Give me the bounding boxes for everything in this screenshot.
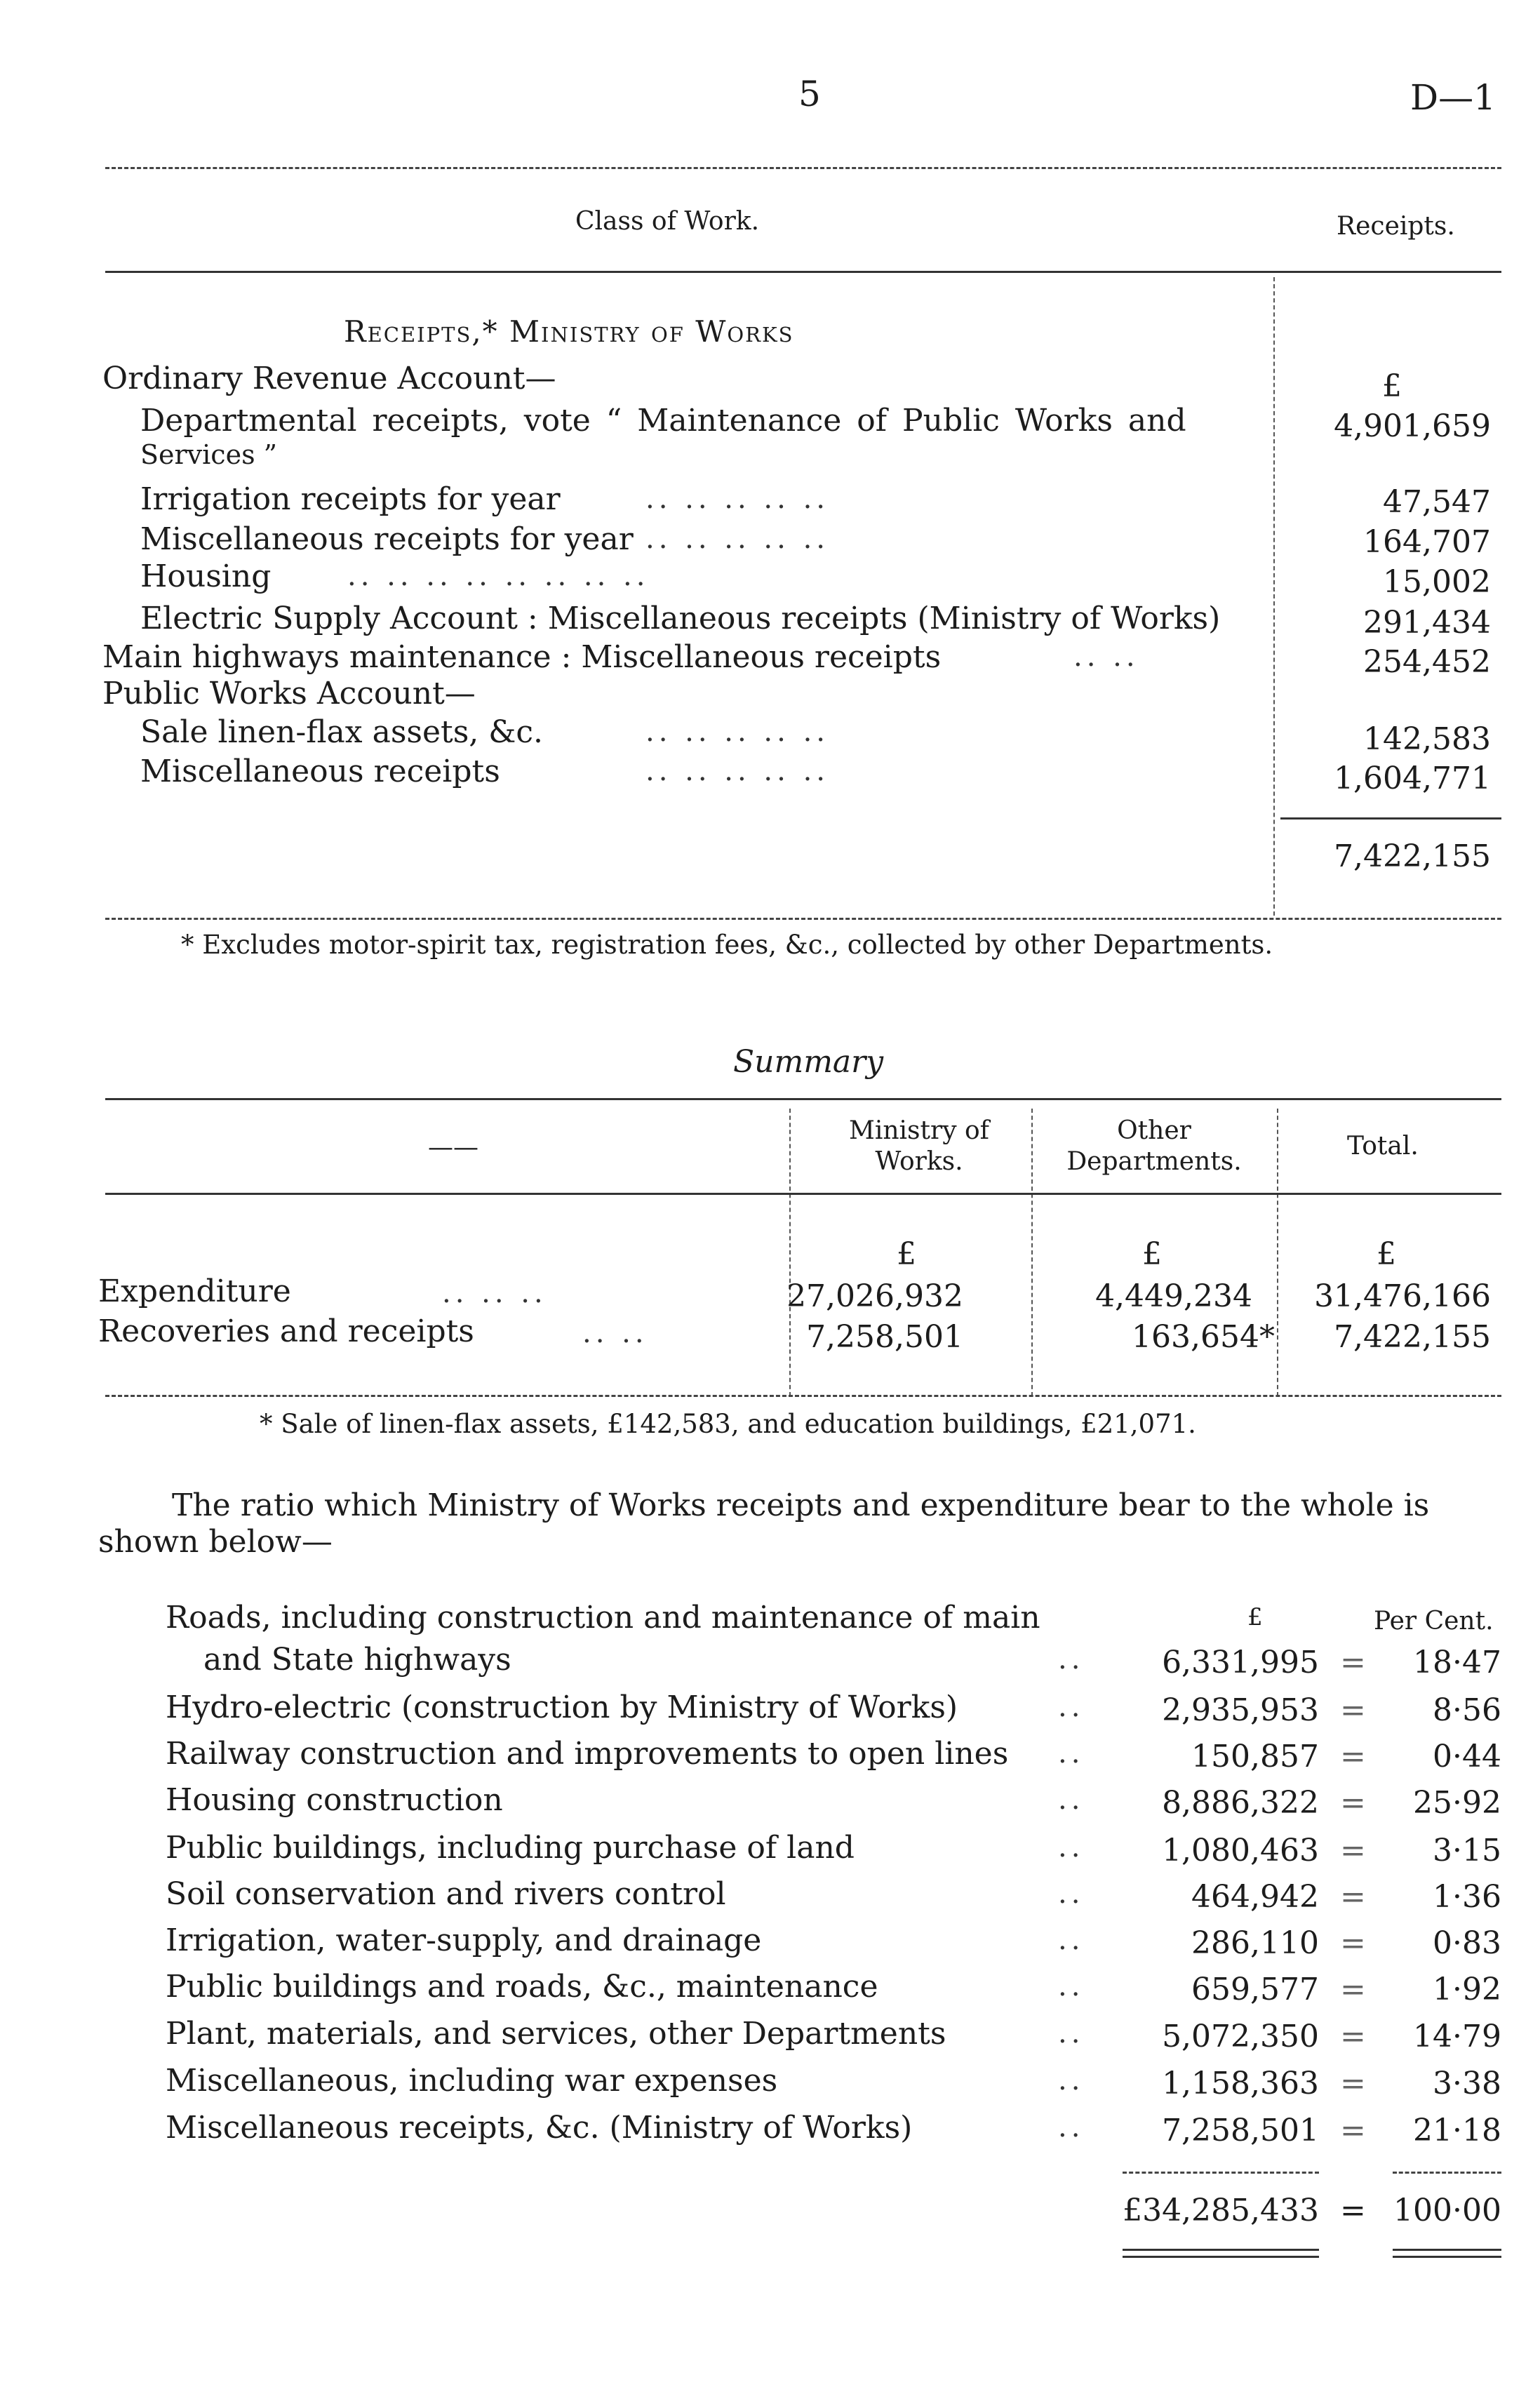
leader-dots: ..: [1058, 1643, 1085, 1676]
ratio-row-equals: =: [1340, 1879, 1366, 1915]
leader-dots: .. ..: [582, 1317, 648, 1349]
ratio-row-percent: 0·44: [1433, 1739, 1501, 1774]
leader-dots: ..: [1058, 2064, 1085, 2096]
ratio-total-equals: =: [1340, 2193, 1366, 2228]
column-header-amount: £: [1247, 1603, 1263, 1631]
ratio-row-label: Hydro-electric (construction by Ministry of Works): [166, 1690, 958, 1725]
ratio-row-percent: 3·38: [1433, 2066, 1501, 2101]
row-label-electric-supply: Electric Supply Account : Miscellaneous receipts (Ministry of Works): [140, 601, 1221, 636]
ratio-row-amount: 150,857: [1191, 1739, 1319, 1774]
ratio-row-equals: =: [1340, 1972, 1366, 2007]
summary-recoveries-total: 7,422,155: [1334, 1319, 1491, 1355]
row-value-departmental-receipts: 4,901,659: [1334, 408, 1491, 444]
row-value-irrigation: 47,547: [1383, 484, 1491, 520]
summary-recoveries-other: 163,654*: [1132, 1319, 1275, 1355]
ratio-row-percent: 1·36: [1433, 1879, 1501, 1915]
column-header-other-line: Other: [1117, 1116, 1191, 1145]
ratio-row-amount: 286,110: [1191, 1925, 1319, 1961]
row-value-misc-year: 164,707: [1363, 524, 1491, 560]
ratio-row-percent: 21·18: [1413, 2113, 1501, 2148]
column-header-ministry-line: Works.: [875, 1147, 963, 1176]
ratio-row-label: Public buildings, including purchase of land: [166, 1830, 855, 1866]
leader-dots: ..: [1058, 1784, 1085, 1816]
row-value-electric-supply: 291,434: [1363, 605, 1491, 641]
ratio-row-equals: =: [1340, 1785, 1366, 1821]
column-divider: [789, 1109, 791, 1396]
rule: [105, 167, 1501, 169]
ratio-row-equals: =: [1340, 2019, 1366, 2054]
ratio-intro: The ratio which Ministry of Works receipts and expenditure bear to the whole is: [172, 1487, 1430, 1523]
column-header-percent: Per Cent.: [1374, 1607, 1494, 1636]
row-label-misc-receipts: Miscellaneous receipts: [140, 754, 500, 789]
rule: [105, 918, 1501, 920]
ratio-row-percent: 3·15: [1433, 1833, 1501, 1868]
double-rule: [1393, 2249, 1501, 2258]
ratio-row-label: Housing construction: [166, 1782, 503, 1818]
ratio-row-equals: =: [1340, 2113, 1366, 2148]
ratio-row-amount: 2,935,953: [1162, 1692, 1319, 1728]
leader-dots: ..: [1058, 2111, 1085, 2143]
ratio-row-label: Irrigation, water-supply, and drainage: [166, 1922, 762, 1958]
row-label-misc-year: Miscellaneous receipts for year: [140, 521, 634, 557]
summary-footnote: * Sale of linen-flax assets, £142,583, and education buildings, £21,071.: [260, 1409, 1196, 1439]
row-value-main-highways: 254,452: [1363, 644, 1491, 680]
ratio-row-label: Miscellaneous, including war expenses: [166, 2063, 778, 2099]
ratio-total-percent: 100·00: [1393, 2193, 1501, 2228]
ratio-row-label: Roads, including construction and maintenance of main: [166, 1600, 1040, 1636]
row-label-departmental-receipts-cont: Services ”: [140, 439, 278, 470]
row-value-misc-receipts: 1,604,771: [1334, 761, 1491, 796]
leader-dots: .. .. .. .. ..: [645, 755, 830, 787]
leader-dots: .. .. ..: [442, 1277, 547, 1309]
total-rule: [1280, 817, 1501, 820]
column-header-ministry: [793, 1116, 1045, 1177]
ratio-row-label: Plant, materials, and services, other Departments: [166, 2016, 946, 2052]
row-label-sale-linen-flax: Sale linen-flax assets, &c.: [140, 714, 544, 750]
ratio-row-percent: 1·92: [1433, 1972, 1501, 2007]
column-divider: [1277, 1109, 1278, 1396]
leader-dots: ..: [1058, 1878, 1085, 1910]
column-divider: [1031, 1109, 1033, 1396]
row-label-departmental-receipts: Departmental receipts, vote “ Maintenance of Public Works and: [140, 403, 1186, 439]
column-header-other: [1031, 1116, 1277, 1177]
ratio-row-equals: =: [1340, 1645, 1366, 1680]
summary-row-label-recoveries: Recoveries and receipts: [98, 1313, 474, 1349]
rule: [105, 271, 1501, 273]
row-value-sale-linen-flax: 142,583: [1363, 721, 1491, 757]
ratio-row-equals: =: [1340, 1833, 1366, 1868]
ratio-row-amount: 1,080,463: [1162, 1833, 1319, 1868]
leader-dots: ..: [1058, 1737, 1085, 1770]
ratio-row-label: Public buildings and roads, &c., maintenance: [166, 1969, 878, 2005]
leader-dots: .. .. .. .. ..: [645, 483, 830, 515]
column-header-receipts: Receipts.: [1337, 212, 1455, 241]
ratio-row-equals: =: [1340, 1739, 1366, 1774]
row-label-ordinary-revenue: Ordinary Revenue Account—: [102, 361, 556, 396]
double-rule: [1123, 2249, 1319, 2258]
currency-symbol: £: [1377, 1236, 1396, 1272]
ratio-row-percent: 25·92: [1413, 1785, 1501, 1821]
ratio-row-amount: 8,886,322: [1162, 1785, 1319, 1821]
row-value-housing: 15,002: [1383, 564, 1491, 600]
leader-dots: ..: [1058, 1831, 1085, 1864]
ratio-row-amount: 5,072,350: [1162, 2019, 1319, 2054]
ratio-row-label: Soil conservation and rivers control: [166, 1876, 726, 1912]
summary-expenditure-ministry: 27,026,932: [786, 1278, 963, 1314]
column-header-class-of-work: Class of Work.: [575, 207, 760, 236]
summary-row-label-expenditure: Expenditure: [98, 1273, 291, 1309]
ratio-row-percent: 14·79: [1413, 2019, 1501, 2054]
ratio-row-amount: 7,258,501: [1162, 2113, 1319, 2148]
leader-dots: ..: [1058, 1924, 1085, 1956]
leader-dots: .. .. .. .. .. .. .. ..: [347, 560, 650, 592]
section-title: Receipts,* Ministry of Works: [344, 314, 794, 349]
ratio-row-equals: =: [1340, 1925, 1366, 1961]
document-reference: D—1: [1410, 77, 1496, 118]
ratio-row-amount: 464,942: [1191, 1879, 1319, 1915]
leader-dots: .. .. .. .. ..: [645, 716, 830, 748]
receipts-footnote: * Excludes motor-spirit tax, registration fees, &c., collected by other Departments.: [181, 930, 1273, 960]
ratio-row-label: Miscellaneous receipts, &c. (Ministry of Works): [166, 2110, 913, 2146]
summary-recoveries-ministry: 7,258,501: [806, 1319, 963, 1355]
summary-title: Summary: [733, 1044, 884, 1080]
subtotal-rule: [1393, 2172, 1501, 2174]
ratio-row-percent: 0·83: [1433, 1925, 1501, 1961]
ratio-row-amount: 6,331,995: [1162, 1645, 1319, 1680]
ratio-row-percent: 18·47: [1413, 1645, 1501, 1680]
ratio-row-equals: =: [1340, 1692, 1366, 1728]
row-label-public-works-account: Public Works Account—: [102, 676, 476, 711]
row-label-irrigation: Irrigation receipts for year: [140, 481, 561, 517]
column-divider: [1273, 277, 1275, 916]
ratio-row-label-cont: and State highways: [203, 1642, 511, 1678]
leader-dots: ..: [1058, 1970, 1085, 2002]
ratio-row-equals: =: [1340, 2066, 1366, 2101]
rule: [105, 1098, 1501, 1100]
column-header-blank: ——: [428, 1133, 478, 1162]
ratio-row-amount: 1,158,363: [1162, 2066, 1319, 2101]
leader-dots: .. .. .. .. ..: [645, 523, 830, 555]
page-number: 5: [798, 74, 821, 114]
column-header-total: Total.: [1347, 1132, 1419, 1161]
currency-symbol: £: [1142, 1236, 1162, 1272]
ratio-row-amount: 659,577: [1191, 1972, 1319, 2007]
subtotal-rule: [1123, 2172, 1319, 2174]
ratio-intro-cont: shown below—: [98, 1524, 333, 1560]
leader-dots: ..: [1058, 2017, 1085, 2049]
leader-dots: .. ..: [1073, 641, 1139, 673]
currency-symbol: £: [1382, 368, 1402, 404]
summary-expenditure-total: 31,476,166: [1314, 1278, 1491, 1314]
ratio-row-percent: 8·56: [1433, 1692, 1501, 1728]
rule: [105, 1193, 1501, 1195]
ratio-row-label: Railway construction and improvements to open lines: [166, 1736, 1009, 1772]
rule: [105, 1395, 1501, 1397]
column-header-other-line: Departments.: [1066, 1147, 1242, 1176]
column-header-ministry-line: Ministry of: [848, 1116, 989, 1145]
receipts-total: 7,422,155: [1334, 838, 1491, 874]
summary-expenditure-other: 4,449,234: [1095, 1278, 1252, 1314]
ratio-total-amount: £34,285,433: [1123, 2193, 1319, 2228]
leader-dots: ..: [1058, 1691, 1085, 1723]
row-label-main-highways: Main highways maintenance : Miscellaneous receipts: [102, 639, 942, 675]
currency-symbol: £: [897, 1236, 916, 1272]
row-label-housing: Housing: [140, 559, 272, 594]
